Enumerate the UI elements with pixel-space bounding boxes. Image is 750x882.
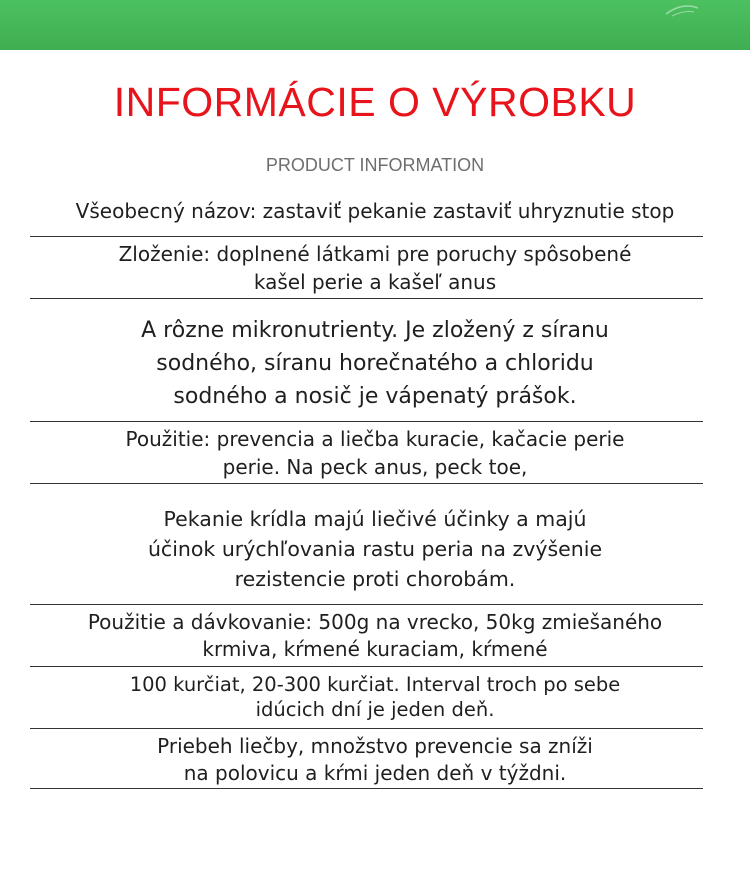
- micronutrients-line-3: sodného a nosič je vápenatý prášok.: [173, 384, 577, 409]
- effects-line-2: účinok urýchľovania rastu peria na zvýšenie: [147, 537, 603, 561]
- interval-line-2: idúcich dní je jeden deň.: [255, 698, 495, 721]
- divider: [30, 666, 703, 667]
- dosage-line-1: Použitie a dávkovanie: 500g na vrecko, 50kg zmiešaného: [87, 610, 663, 634]
- composition-line-1: Zloženie: doplnené látkami pre poruchy spôsobené: [118, 242, 632, 266]
- divider: [30, 728, 703, 729]
- brand-logo-icon: [662, 0, 702, 20]
- effects-line-3: rezistencie proti chorobám.: [234, 567, 516, 591]
- divider: [30, 236, 703, 237]
- divider: [30, 604, 703, 605]
- interval-line-1: 100 kurčiat, 20-300 kurčiat. Interval troch po sebe: [129, 673, 621, 696]
- usage-line-1: Použitie: prevencia a liečba kuracie, kačacie perie: [125, 427, 625, 451]
- page-subtitle: PRODUCT INFORMATION: [265, 155, 485, 175]
- usage-line-2: perie. Na peck anus, peck toe,: [222, 455, 528, 479]
- effects-line-1: Pekanie krídla majú liečivé účinky a majú: [163, 507, 587, 531]
- divider: [30, 483, 703, 484]
- dosage-line-2: krmiva, kŕmené kuraciam, kŕmené: [202, 637, 548, 661]
- header-green-bar: [0, 0, 750, 50]
- page-title: INFORMÁCIE O VÝROBKU: [113, 79, 637, 125]
- divider: [30, 788, 703, 789]
- composition-line-2: kašel perie a kašeľ anus: [253, 270, 497, 294]
- divider: [30, 421, 703, 422]
- treatment-line-1: Priebeh liečby, množstvo prevencie sa zníži: [157, 734, 593, 758]
- treatment-line-2: na polovicu a kŕmi jeden deň v týždni.: [183, 761, 567, 785]
- micronutrients-line-1: A rôzne mikronutrienty. Je zložený z síranu: [141, 318, 609, 343]
- general-name-line: Všeobecný názov: zastaviť pekanie zastaviť uhryznutie stop: [75, 199, 675, 223]
- micronutrients-line-2: sodného, síranu horečnatého a chloridu: [156, 351, 594, 376]
- divider: [30, 298, 703, 299]
